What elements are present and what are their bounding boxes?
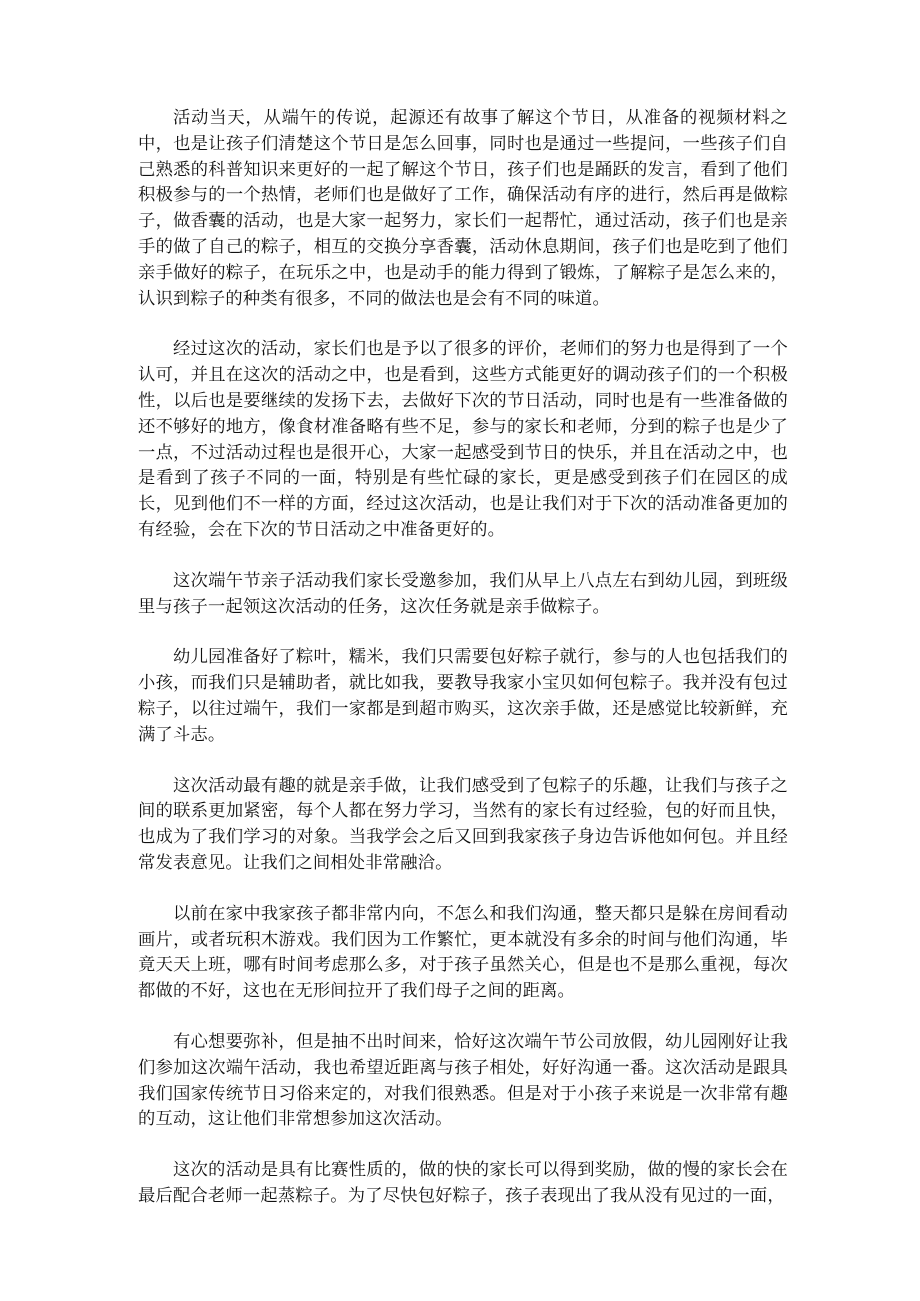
paragraph-2: 经过这次的活动，家长们也是予以了很多的评价，老师们的努力也是得到了一个认可，并且在这次的活动之中，也是看到，这些方式能更好的调动孩子们的一个积极性，以后也是要继续的发扬下去，去做好下次的节日活动，同时也是有一些准备做的还不够好的地方，像食材准备略有些不足，参与的家长和老师，分到的粽子也是少了一点，不过活动过程也是很开心，大家一起感受到节日的快乐，并且在活动之中，也是看到了孩子不同的一面，特别是有些忙碌的家长，更是感受到孩子们在园区的成长，见到他们不一样的方面，经过这次活动，也是让我们对于下次的活动准备更加的有经验，会在下次的节日活动之中准备更好的。	[138, 339, 788, 540]
paragraph-8: 这次的活动是具有比赛性质的，做的快的家长可以得到奖励，做的慢的家长会在最后配合老师一起蒸粽子。为了尽快包好粽子，孩子表现出了我从没有见过的一面，	[138, 1160, 788, 1206]
paragraph-5: 这次活动最有趣的就是亲手做，让我们感受到了包粽子的乐趣，让我们与孩子之间的联系更加紧密，每个人都在努力学习，当然有的家长有过经验，包的好而且快，也成为了我们学习的对象。当我学会之后又回到我家孩子身边告诉他如何包。并且经常发表意见。让我们之间相处非常融洽。	[138, 775, 788, 873]
document-body	[138, 106, 788, 1235]
paragraph-6: 以前在家中我家孩子都非常内向，不怎么和我们沟通，整天都只是躲在房间看动画片，或者玩积木游戏。我们因为工作繁忙，更本就没有多余的时间与他们沟通，毕竟天天上班，哪有时间考虑那么多，对于孩子虽然关心，但是也不是那么重视，每次都做的不好，这也在无形间拉开了我们母子之间的距离。	[138, 903, 788, 1002]
paragraph-3: 这次端午节亲子活动我们家长受邀参加，我们从早上八点左右到幼儿园，到班级里与孩子一起领这次活动的任务，这次任务就是亲手做粽子。	[138, 570, 788, 617]
paragraph-7: 有心想要弥补，但是抽不出时间来，恰好这次端午节公司放假，幼儿园刚好让我们参加这次端午活动，我也希望近距离与孩子相处，好好沟通一番。这次活动是跟具我们国家传统节日习俗来定的，对我们很熟悉。但是对于小孩子来说是一次非常有趣的互动，这让他们非常想参加这次活动。	[138, 1031, 788, 1130]
paragraph-1: 活动当天，从端午的传说，起源还有故事了解这个节日，从准备的视频材料之中，也是让孩子们清楚这个节日是怎么回事，同时也是通过一些提问，一些孩子们自己熟悉的科普知识来更好的一起了解这个节日，孩子们也是踊跃的发言，看到了他们积极参与的一个热情，老师们也是做好了工作，确保活动有序的进行，然后再是做粽子，做香囊的活动，也是大家一起努力，家长们一起帮忙，通过活动，孩子们也是亲手的做了自己的粽子，相互的交换分享香囊，活动休息期间，孩子们也是吃到了他们亲手做好的粽子，在玩乐之中，也是动手的能力得到了锻炼，了解粽子是怎么来的，认识到粽子的种类有很多，不同的做法也是会有不同的味道。	[138, 108, 788, 309]
paragraph-4: 幼儿园准备好了粽叶，糯米，我们只需要包好粽子就行，参与的人也包括我们的小孩，而我们只是辅助者，就比如我，要教导我家小宝贝如何包粽子。我并没有包过粽子，以往过端午，我们一家都是到超市购买，这次亲手做，还是感觉比较新鲜，充满了斗志。	[138, 647, 788, 745]
